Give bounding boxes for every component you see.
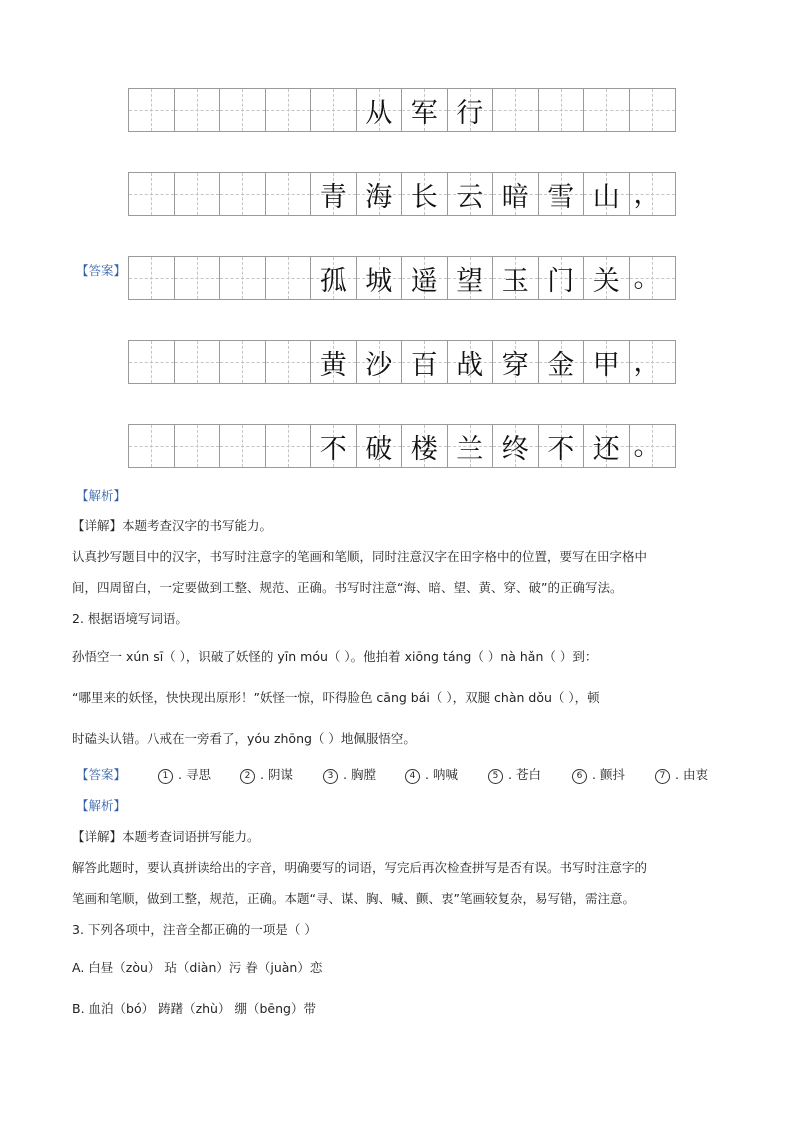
grid-cell [584, 425, 630, 467]
option-a[interactable]: A. 白昼（zòu） 玷（diàn）污 眷（juàn）恋 [72, 960, 323, 975]
answer-item [488, 765, 541, 784]
grid-character [539, 89, 584, 131]
grid-character [220, 425, 265, 467]
grid-cell [448, 89, 494, 131]
grid-character: 楼 [410, 433, 438, 465]
grid-character [266, 173, 311, 215]
grid-cell [493, 173, 539, 215]
grid-character: 军 [410, 97, 438, 129]
grid-character [220, 89, 265, 131]
grid-character [220, 173, 265, 215]
question-2-line-3: 时磕头认错。八戒在一旁看了，yóu zhōng（ ）地佩服悟空。 [72, 731, 416, 746]
grid-cell [630, 173, 676, 215]
grid-cell [584, 89, 630, 131]
answer-item [240, 765, 293, 784]
grid-row [128, 256, 676, 300]
grid-cell [357, 173, 403, 215]
grid-character: 不 [547, 433, 575, 465]
grid-cell [539, 341, 585, 383]
grid-character: 行 [456, 97, 484, 129]
grid-cell [630, 341, 676, 383]
question-2-title: 2. 根据语境写词语。 [72, 611, 188, 626]
analysis-tag-q2: 【解析】 [76, 798, 127, 813]
grid-cell [448, 257, 494, 299]
grid-cell [448, 425, 494, 467]
grid-cell [357, 425, 403, 467]
grid-character: 战 [456, 349, 484, 381]
grid-cell [266, 257, 312, 299]
grid-character [129, 257, 174, 299]
grid-character [175, 341, 220, 383]
circled-number: 5 [488, 769, 503, 784]
grid-character [129, 425, 174, 467]
grid-character [493, 89, 538, 131]
answer-item [323, 765, 376, 784]
grid-character: 不 [319, 433, 347, 465]
grid-cell [493, 257, 539, 299]
grid-character: 穿 [501, 349, 529, 381]
grid-character: 关 [592, 265, 620, 297]
grid-cell [175, 173, 221, 215]
circled-number: 1 [158, 769, 173, 784]
grid-cell [311, 257, 357, 299]
grid-character: 破 [365, 433, 393, 465]
grid-cell [493, 89, 539, 131]
grid-cell [175, 257, 221, 299]
answer-item [655, 765, 708, 784]
answer-tag-q1: 【答案】 [76, 263, 127, 278]
grid-row [128, 172, 676, 216]
grid-cell [266, 425, 312, 467]
paragraph-q2-2: 笔画和笔顺，做到工整，规范，正确。本题“寻、谋、胸、喊、颤、衷”笔画较复杂，易写错，需注意。 [72, 891, 635, 906]
grid-character: 望 [456, 265, 484, 297]
grid-cell [402, 257, 448, 299]
paragraph-q1-1: 认真抄写题目中的汉字，书写时注意字的笔画和笔顺，同时注意汉字在田字格中的位置，要写在田字格中 [72, 549, 648, 564]
grid-cell [220, 341, 266, 383]
grid-cell [539, 89, 585, 131]
grid-cell [220, 425, 266, 467]
grid-row [128, 424, 676, 468]
grid-cell [357, 89, 403, 131]
answer-text: . 呐喊 [425, 767, 458, 782]
grid-cell [539, 257, 585, 299]
grid-cell [630, 89, 676, 131]
grid-cell [175, 425, 221, 467]
grid-cell [402, 425, 448, 467]
grid-cell [448, 341, 494, 383]
circled-number: 7 [655, 769, 670, 784]
grid-character: 黄 [319, 349, 347, 381]
grid-cell [584, 257, 630, 299]
grid-cell [311, 89, 357, 131]
grid-cell [493, 341, 539, 383]
answer-text: . 胸膛 [343, 767, 376, 782]
grid-character: 雪 [547, 181, 575, 213]
grid-character: 兰 [456, 433, 484, 465]
grid-character: 玉 [501, 265, 529, 297]
answer-item [405, 765, 458, 784]
grid-cell [539, 173, 585, 215]
grid-cell [311, 173, 357, 215]
grid-cell [129, 341, 175, 383]
grid-cell [311, 341, 357, 383]
answer-text: . 寻思 [178, 767, 211, 782]
grid-character [220, 257, 265, 299]
analysis-tag-q1: 【解析】 [76, 488, 127, 503]
grid-character [129, 89, 174, 131]
grid-character: 沙 [365, 349, 393, 381]
grid-character: 甲 [592, 349, 620, 381]
circled-number: 6 [572, 769, 587, 784]
grid-character: 。 [633, 431, 661, 462]
grid-character: ， [633, 179, 661, 210]
grid-character [266, 425, 311, 467]
answer-text: . 由衷 [675, 767, 708, 782]
grid-character: 孤 [319, 265, 347, 297]
grid-character [266, 89, 311, 131]
detail-q1: 【详解】本题考查汉字的书写能力。 [72, 518, 273, 533]
grid-cell [266, 341, 312, 383]
grid-cell [402, 173, 448, 215]
grid-cell [357, 257, 403, 299]
grid-character: 还 [592, 433, 620, 465]
grid-cell [448, 173, 494, 215]
grid-cell [220, 173, 266, 215]
grid-cell [630, 425, 676, 467]
grid-character: 青 [319, 181, 347, 213]
grid-cell [266, 89, 312, 131]
question-2-line-2: “哪里来的妖怪，快快现出原形！”妖怪一惊，吓得脸色 cāng bái（ ），双腿 chàn dǒu（ ），顿 [72, 690, 600, 705]
grid-character [129, 341, 174, 383]
grid-row [128, 88, 676, 132]
grid-character: 百 [410, 349, 438, 381]
grid-character: 遥 [410, 265, 438, 297]
grid-character: 城 [365, 265, 393, 297]
paragraph-q2-1: 解答此题时，要认真拼读给出的字音，明确要写的词语，写完后再次检查拼写是否有误。书写时注意字的 [72, 860, 648, 875]
grid-character: 门 [547, 265, 575, 297]
grid-character: 山 [592, 181, 620, 213]
grid-character [129, 173, 174, 215]
grid-character: 暗 [501, 181, 529, 213]
grid-character [220, 341, 265, 383]
answer-text: . 颤抖 [592, 767, 625, 782]
grid-character: 海 [365, 181, 393, 213]
grid-character [175, 425, 220, 467]
grid-character [584, 89, 629, 131]
grid-cell [175, 89, 221, 131]
grid-character [630, 89, 676, 131]
grid-character: ， [633, 347, 661, 378]
grid-cell [402, 341, 448, 383]
option-b[interactable]: B. 血泊（bó） 踌躇（zhù） 绷（bēng）带 [72, 1001, 316, 1016]
grid-cell [220, 89, 266, 131]
grid-cell [630, 257, 676, 299]
grid-character: 。 [633, 263, 661, 294]
detail-q2: 【详解】本题考查词语拼写能力。 [72, 829, 260, 844]
circled-number: 4 [405, 769, 420, 784]
question-3-title: 3. 下列各项中，注音全都正确的一项是（ ） [72, 922, 317, 937]
grid-cell [357, 341, 403, 383]
grid-character [311, 89, 356, 131]
answer-text: . 阴谋 [260, 767, 293, 782]
answer-item [572, 765, 625, 784]
grid-character: 长 [410, 181, 438, 213]
grid-character: 从 [365, 97, 393, 129]
grid-character [175, 89, 220, 131]
answer-tag-q2: 【答案】 [76, 767, 127, 782]
grid-row [128, 340, 676, 384]
question-2-line-1: 孙悟空一 xún sī（ ），识破了妖怪的 yīn móu（ ）。他拍着 xiōng táng（ ）nà hǎn（ ）到： [72, 649, 598, 664]
grid-cell [402, 89, 448, 131]
grid-character: 云 [456, 181, 484, 213]
grid-character: 终 [501, 433, 529, 465]
grid-character [266, 341, 311, 383]
grid-cell [584, 341, 630, 383]
grid-cell [220, 257, 266, 299]
grid-character [266, 257, 311, 299]
circled-number: 2 [240, 769, 255, 784]
grid-cell [129, 89, 175, 131]
grid-cell [129, 425, 175, 467]
grid-character: 金 [547, 349, 575, 381]
grid-character [175, 257, 220, 299]
grid-cell [584, 173, 630, 215]
grid-cell [539, 425, 585, 467]
grid-cell [129, 257, 175, 299]
grid-character [175, 173, 220, 215]
grid-cell [311, 425, 357, 467]
grid-cell [129, 173, 175, 215]
grid-cell [266, 173, 312, 215]
paragraph-q1-2: 间，四周留白，一定要做到工整、规范、正确。书写时注意“海、暗、望、黄、穿、破”的正确写法。 [72, 580, 623, 595]
grid-cell [493, 425, 539, 467]
answer-item [158, 765, 211, 784]
answer-text: . 苍白 [508, 767, 541, 782]
circled-number: 3 [323, 769, 338, 784]
grid-cell [175, 341, 221, 383]
